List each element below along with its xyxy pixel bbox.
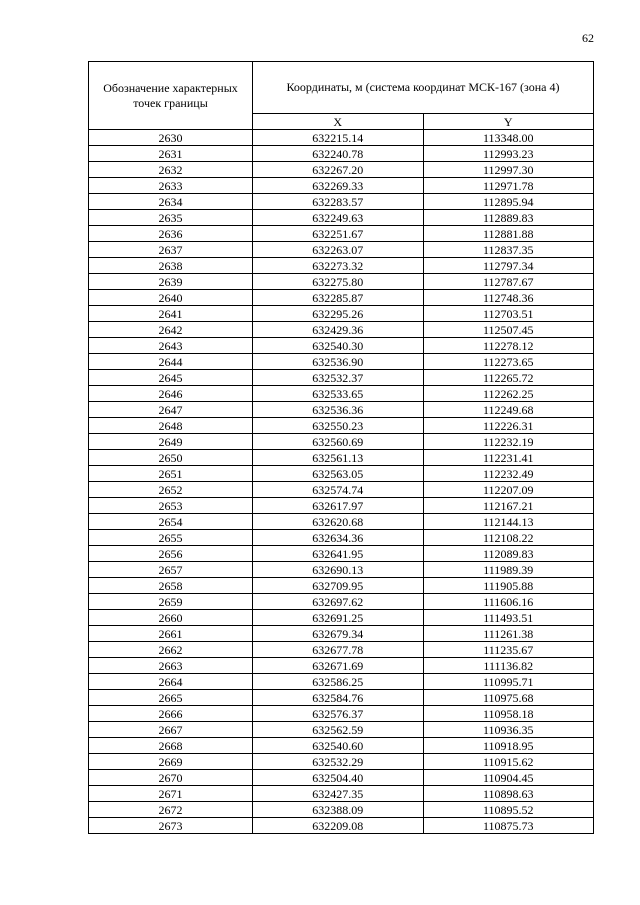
table-row xyxy=(89,770,594,786)
x-coordinate-cell: 632273.32 xyxy=(253,258,424,274)
x-coordinate-cell: 632586.25 xyxy=(253,674,424,690)
x-coordinate-cell: 632560.69 xyxy=(253,434,424,450)
table-row xyxy=(89,162,594,178)
table-row xyxy=(89,578,594,594)
table-row xyxy=(89,194,594,210)
y-coordinate-cell: 112232.19 xyxy=(423,434,594,450)
y-coordinate-cell: 110958.18 xyxy=(423,706,594,722)
x-coordinate-cell: 632240.78 xyxy=(253,146,424,162)
table-row xyxy=(89,642,594,658)
table-row xyxy=(89,690,594,706)
point-id-cell: 2643 xyxy=(89,338,253,354)
y-coordinate-cell: 110895.52 xyxy=(423,802,594,818)
y-coordinate-cell: 112748.36 xyxy=(423,290,594,306)
y-coordinate-cell: 112507.45 xyxy=(423,322,594,338)
table-row xyxy=(89,482,594,498)
point-id-cell: 2663 xyxy=(89,658,253,674)
table-row xyxy=(89,546,594,562)
x-coordinate-cell: 632561.13 xyxy=(253,450,424,466)
header-row-top xyxy=(89,62,594,114)
y-coordinate-cell: 110915.62 xyxy=(423,754,594,770)
point-id-cell: 2640 xyxy=(89,290,253,306)
table-row xyxy=(89,146,594,162)
x-coordinate-cell: 632533.65 xyxy=(253,386,424,402)
table-row xyxy=(89,626,594,642)
x-coordinate-cell: 632691.25 xyxy=(253,610,424,626)
point-id-cell: 2644 xyxy=(89,354,253,370)
table-row xyxy=(89,562,594,578)
point-id-cell: 2661 xyxy=(89,626,253,642)
point-id-cell: 2668 xyxy=(89,738,253,754)
y-coordinate-cell: 112881.88 xyxy=(423,226,594,242)
point-id-cell: 2651 xyxy=(89,466,253,482)
x-coordinate-cell: 632536.90 xyxy=(253,354,424,370)
table-header xyxy=(89,62,594,130)
page-number: 62 xyxy=(582,31,594,45)
y-coordinate-cell: 112232.49 xyxy=(423,466,594,482)
y-coordinate-cell: 110875.73 xyxy=(423,818,594,834)
table-row xyxy=(89,210,594,226)
table-row xyxy=(89,498,594,514)
x-coordinate-cell: 632634.36 xyxy=(253,530,424,546)
point-id-cell: 2672 xyxy=(89,802,253,818)
point-id-cell: 2638 xyxy=(89,258,253,274)
y-coordinate-cell: 110975.68 xyxy=(423,690,594,706)
y-coordinate-cell: 112144.13 xyxy=(423,514,594,530)
point-id-cell: 2642 xyxy=(89,322,253,338)
point-id-cell: 2652 xyxy=(89,482,253,498)
table-row xyxy=(89,386,594,402)
point-id-cell: 2645 xyxy=(89,370,253,386)
x-coordinate-cell: 632295.26 xyxy=(253,306,424,322)
x-coordinate-cell: 632550.23 xyxy=(253,418,424,434)
y-coordinate-cell: 111606.16 xyxy=(423,594,594,610)
table-row xyxy=(89,402,594,418)
table-row xyxy=(89,786,594,802)
y-coordinate-cell: 112993.23 xyxy=(423,146,594,162)
point-id-cell: 2659 xyxy=(89,594,253,610)
x-coordinate-cell: 632251.67 xyxy=(253,226,424,242)
y-coordinate-cell: 112889.83 xyxy=(423,210,594,226)
table-row xyxy=(89,466,594,482)
y-coordinate-cell: 112971.78 xyxy=(423,178,594,194)
y-coordinate-cell: 112797.34 xyxy=(423,258,594,274)
x-coordinate-cell: 632388.09 xyxy=(253,802,424,818)
table-row xyxy=(89,418,594,434)
table-row xyxy=(89,722,594,738)
point-id-cell: 2648 xyxy=(89,418,253,434)
point-id-cell: 2665 xyxy=(89,690,253,706)
point-id-cell: 2641 xyxy=(89,306,253,322)
x-coordinate-cell: 632532.29 xyxy=(253,754,424,770)
point-id-cell: 2670 xyxy=(89,770,253,786)
x-coordinate-cell: 632620.68 xyxy=(253,514,424,530)
point-id-cell: 2639 xyxy=(89,274,253,290)
x-coordinate-cell: 632263.07 xyxy=(253,242,424,258)
point-id-cell: 2637 xyxy=(89,242,253,258)
table-body xyxy=(89,130,594,834)
y-coordinate-cell: 112997.30 xyxy=(423,162,594,178)
x-coordinate-cell: 632285.87 xyxy=(253,290,424,306)
x-coordinate-cell: 632641.95 xyxy=(253,546,424,562)
y-coordinate-cell: 112231.41 xyxy=(423,450,594,466)
y-coordinate-cell: 111989.39 xyxy=(423,562,594,578)
x-coordinate-cell: 632697.62 xyxy=(253,594,424,610)
point-id-cell: 2654 xyxy=(89,514,253,530)
x-coordinate-cell: 632576.37 xyxy=(253,706,424,722)
y-coordinate-cell: 112273.65 xyxy=(423,354,594,370)
y-coordinate-cell: 111905.88 xyxy=(423,578,594,594)
table-row xyxy=(89,738,594,754)
point-id-cell: 2662 xyxy=(89,642,253,658)
table-row xyxy=(89,594,594,610)
point-id-cell: 2669 xyxy=(89,754,253,770)
y-coordinate-cell: 112703.51 xyxy=(423,306,594,322)
x-coordinate-cell: 632275.80 xyxy=(253,274,424,290)
point-id-cell: 2635 xyxy=(89,210,253,226)
point-id-cell: 2673 xyxy=(89,818,253,834)
point-id-cell: 2631 xyxy=(89,146,253,162)
point-id-cell: 2664 xyxy=(89,674,253,690)
y-coordinate-cell: 113348.00 xyxy=(423,130,594,146)
table-row xyxy=(89,706,594,722)
x-coordinate-cell: 632679.34 xyxy=(253,626,424,642)
point-id-cell: 2632 xyxy=(89,162,253,178)
x-coordinate-cell: 632540.60 xyxy=(253,738,424,754)
x-coordinate-cell: 632504.40 xyxy=(253,770,424,786)
table-row xyxy=(89,290,594,306)
y-coordinate-cell: 112265.72 xyxy=(423,370,594,386)
y-coordinate-cell: 112089.83 xyxy=(423,546,594,562)
point-id-cell: 2636 xyxy=(89,226,253,242)
point-id-cell: 2649 xyxy=(89,434,253,450)
y-coordinate-cell: 112895.94 xyxy=(423,194,594,210)
y-coordinate-cell: 110904.45 xyxy=(423,770,594,786)
table-row xyxy=(89,754,594,770)
y-coordinate-cell: 110995.71 xyxy=(423,674,594,690)
x-coordinate-cell: 632532.37 xyxy=(253,370,424,386)
x-coordinate-cell: 632563.05 xyxy=(253,466,424,482)
y-coordinate-cell: 112787.67 xyxy=(423,274,594,290)
table-row xyxy=(89,450,594,466)
table-row xyxy=(89,610,594,626)
x-coordinate-cell: 632269.33 xyxy=(253,178,424,194)
point-id-cell: 2630 xyxy=(89,130,253,146)
x-coordinate-cell: 632677.78 xyxy=(253,642,424,658)
point-id-cell: 2653 xyxy=(89,498,253,514)
table-row xyxy=(89,258,594,274)
x-coordinate-cell: 632690.13 xyxy=(253,562,424,578)
point-id-cell: 2646 xyxy=(89,386,253,402)
y-coordinate-cell: 112249.68 xyxy=(423,402,594,418)
table-row xyxy=(89,818,594,834)
y-coordinate-cell: 112837.35 xyxy=(423,242,594,258)
point-id-cell: 2656 xyxy=(89,546,253,562)
x-coordinate-cell: 632562.59 xyxy=(253,722,424,738)
x-coordinate-cell: 632209.08 xyxy=(253,818,424,834)
point-id-cell: 2655 xyxy=(89,530,253,546)
x-coordinate-cell: 632574.74 xyxy=(253,482,424,498)
y-coordinate-cell: 111235.67 xyxy=(423,642,594,658)
x-coordinate-cell: 632429.36 xyxy=(253,322,424,338)
point-id-cell: 2660 xyxy=(89,610,253,626)
x-coordinate-cell: 632427.35 xyxy=(253,786,424,802)
point-id-cell: 2634 xyxy=(89,194,253,210)
header-coordinates: Координаты, м (система координат МСК-167 (зона 4) xyxy=(253,62,594,114)
y-coordinate-cell: 112167.21 xyxy=(423,498,594,514)
x-coordinate-cell: 632540.30 xyxy=(253,338,424,354)
x-coordinate-cell: 632215.14 xyxy=(253,130,424,146)
y-coordinate-cell: 112108.22 xyxy=(423,530,594,546)
y-coordinate-cell: 111493.51 xyxy=(423,610,594,626)
point-id-cell: 2647 xyxy=(89,402,253,418)
y-coordinate-cell: 110918.95 xyxy=(423,738,594,754)
x-coordinate-cell: 632267.20 xyxy=(253,162,424,178)
table-row xyxy=(89,178,594,194)
x-coordinate-cell: 632671.69 xyxy=(253,658,424,674)
y-coordinate-cell: 111136.82 xyxy=(423,658,594,674)
point-id-cell: 2658 xyxy=(89,578,253,594)
x-coordinate-cell: 632584.76 xyxy=(253,690,424,706)
y-coordinate-cell: 112278.12 xyxy=(423,338,594,354)
table-row xyxy=(89,434,594,450)
table-row xyxy=(89,130,594,146)
table-row xyxy=(89,530,594,546)
y-coordinate-cell: 112207.09 xyxy=(423,482,594,498)
table-row xyxy=(89,274,594,290)
y-coordinate-cell: 111261.38 xyxy=(423,626,594,642)
point-id-cell: 2633 xyxy=(89,178,253,194)
table-row xyxy=(89,514,594,530)
y-coordinate-cell: 110898.63 xyxy=(423,786,594,802)
point-id-cell: 2671 xyxy=(89,786,253,802)
header-x: X xyxy=(253,114,424,130)
y-coordinate-cell: 112226.31 xyxy=(423,418,594,434)
header-point-designation: Обозначение характерных точек границы xyxy=(89,62,253,130)
coordinates-table xyxy=(88,61,594,834)
x-coordinate-cell: 632536.36 xyxy=(253,402,424,418)
x-coordinate-cell: 632617.97 xyxy=(253,498,424,514)
table-row xyxy=(89,226,594,242)
table-row xyxy=(89,338,594,354)
point-id-cell: 2650 xyxy=(89,450,253,466)
table-row xyxy=(89,802,594,818)
table-row xyxy=(89,370,594,386)
point-id-cell: 2657 xyxy=(89,562,253,578)
table-row xyxy=(89,306,594,322)
point-id-cell: 2666 xyxy=(89,706,253,722)
x-coordinate-cell: 632249.63 xyxy=(253,210,424,226)
header-y: Y xyxy=(423,114,594,130)
x-coordinate-cell: 632283.57 xyxy=(253,194,424,210)
table-row xyxy=(89,354,594,370)
x-coordinate-cell: 632709.95 xyxy=(253,578,424,594)
table-row xyxy=(89,674,594,690)
y-coordinate-cell: 112262.25 xyxy=(423,386,594,402)
table-row xyxy=(89,322,594,338)
table-row xyxy=(89,242,594,258)
y-coordinate-cell: 110936.35 xyxy=(423,722,594,738)
table-row xyxy=(89,658,594,674)
point-id-cell: 2667 xyxy=(89,722,253,738)
